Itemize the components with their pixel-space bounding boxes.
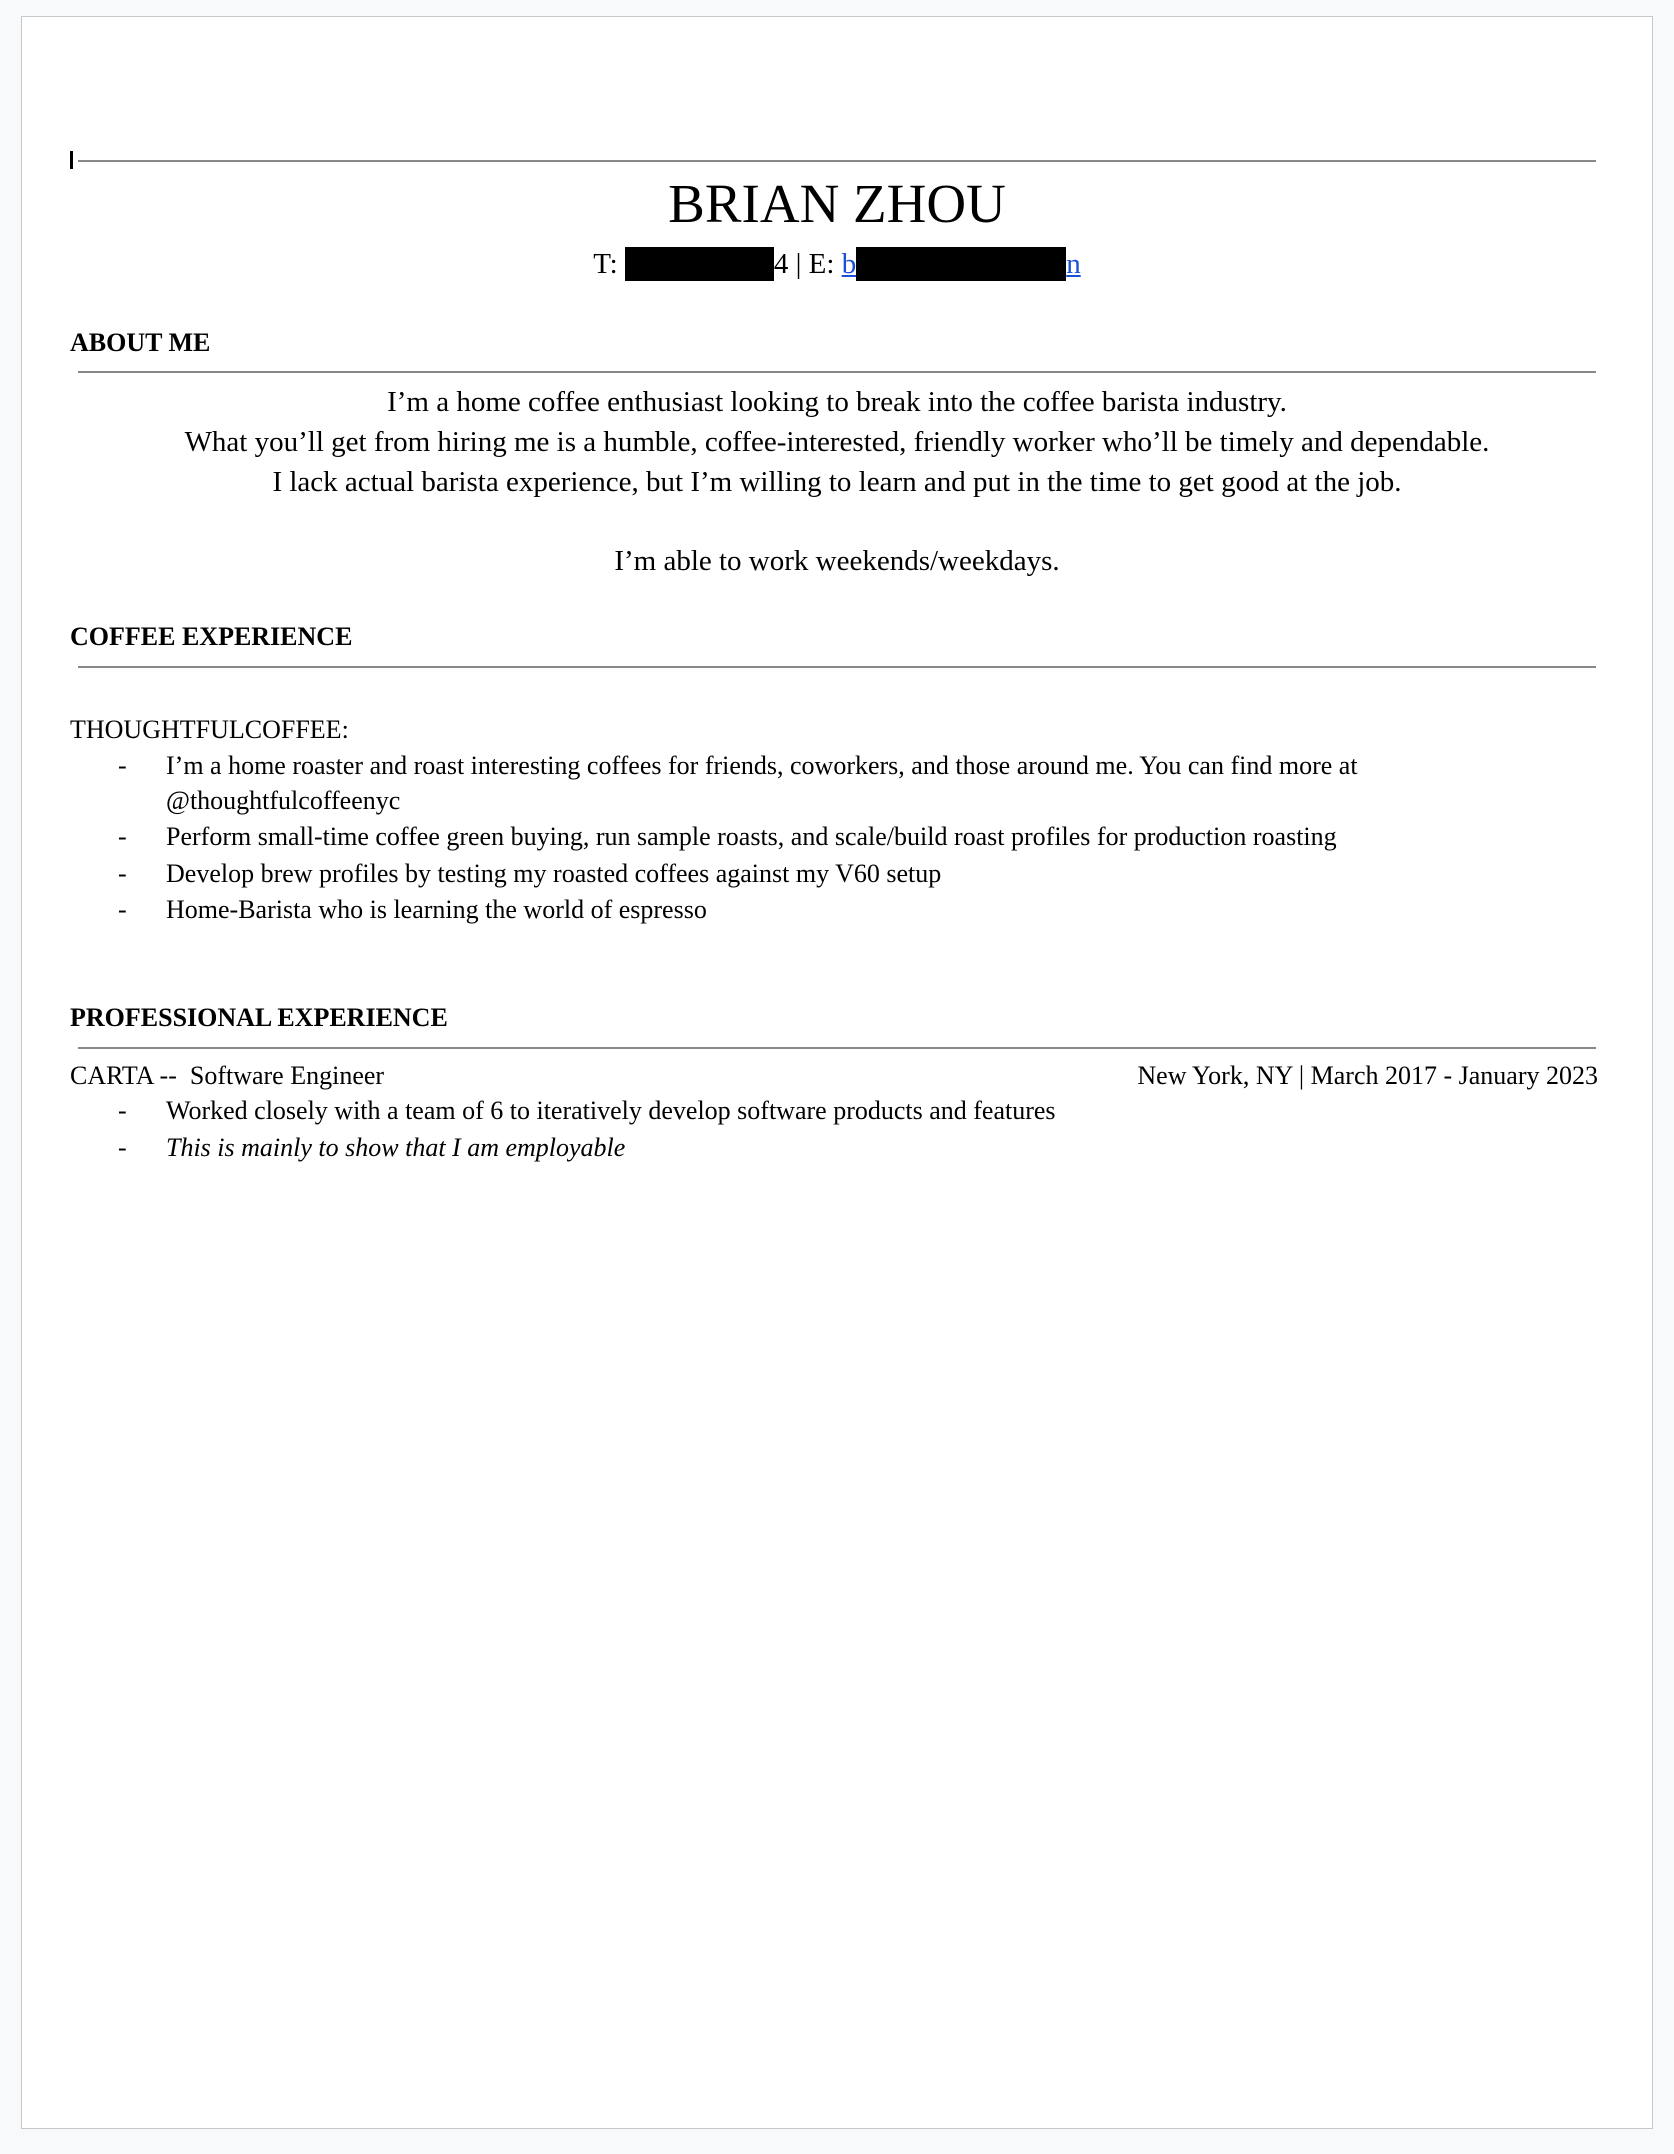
email-start: b: [841, 248, 857, 280]
job-title: CARTA -- Software Engineer: [70, 1061, 385, 1090]
job-bullet: This is mainly to show that I am employable: [166, 1133, 626, 1162]
coffee-bullet: Develop brew profiles by testing my roasted coffees against my V60 setup: [166, 859, 942, 888]
bullet-dash: -: [118, 751, 127, 780]
coffee-org: THOUGHTFULCOFFEE:: [70, 715, 349, 744]
bullet-dash: -: [118, 822, 127, 851]
email-redaction: [856, 247, 1066, 281]
about-line: I’m a home coffee enthusiast looking to break into the coffee barista industry.: [387, 386, 1287, 418]
coffee-heading: COFFEE EXPERIENCE: [70, 622, 353, 651]
job-bullet: Worked closely with a team of 6 to iteratively develop software products and features: [166, 1096, 1056, 1125]
coffee-bullet: Perform small-time coffee green buying, run sample roasts, and scale/build roast profiles for production roasting: [166, 822, 1337, 851]
phone-label: T:: [593, 248, 625, 280]
contact-line: [0, 246, 1674, 282]
coffee-bullet: Home-Barista who is learning the world of espresso: [166, 895, 707, 924]
coffee-bullet-cont: @thoughtfulcoffeenyc: [166, 786, 401, 815]
about-line: I’m able to work weekends/weekdays.: [614, 545, 1060, 577]
bullet-dash: -: [118, 859, 127, 888]
job-meta: New York, NY | March 2017 - January 2023: [1137, 1061, 1598, 1090]
email-end: n: [1066, 248, 1081, 280]
about-line: I lack actual barista experience, but I’m willing to learn and put in the time to get good at the job.: [272, 466, 1402, 498]
about-rule: [78, 371, 1596, 373]
bullet-dash: -: [118, 895, 127, 924]
header-rule: [78, 160, 1596, 162]
text-cursor: [70, 151, 73, 169]
about-line: What you’ll get from hiring me is a humble, coffee-interested, friendly worker who’ll be timely and dependable.: [184, 426, 1490, 458]
bullet-dash: -: [118, 1096, 127, 1125]
professional-heading: PROFESSIONAL EXPERIENCE: [70, 1003, 448, 1032]
bullet-dash: -: [118, 1133, 127, 1162]
coffee-bullet: I’m a home roaster and roast interesting coffees for friends, coworkers, and those around me. You can find more at: [166, 751, 1358, 780]
professional-rule: [78, 1047, 1596, 1049]
email-link[interactable]: [842, 248, 1081, 280]
about-heading: ABOUT ME: [70, 328, 211, 357]
coffee-rule: [78, 666, 1596, 668]
phone-suffix: 4: [773, 248, 789, 280]
email-label: | E:: [788, 248, 842, 280]
phone-redaction: [625, 247, 774, 281]
resume-name: BRIAN ZHOU: [668, 173, 1006, 234]
